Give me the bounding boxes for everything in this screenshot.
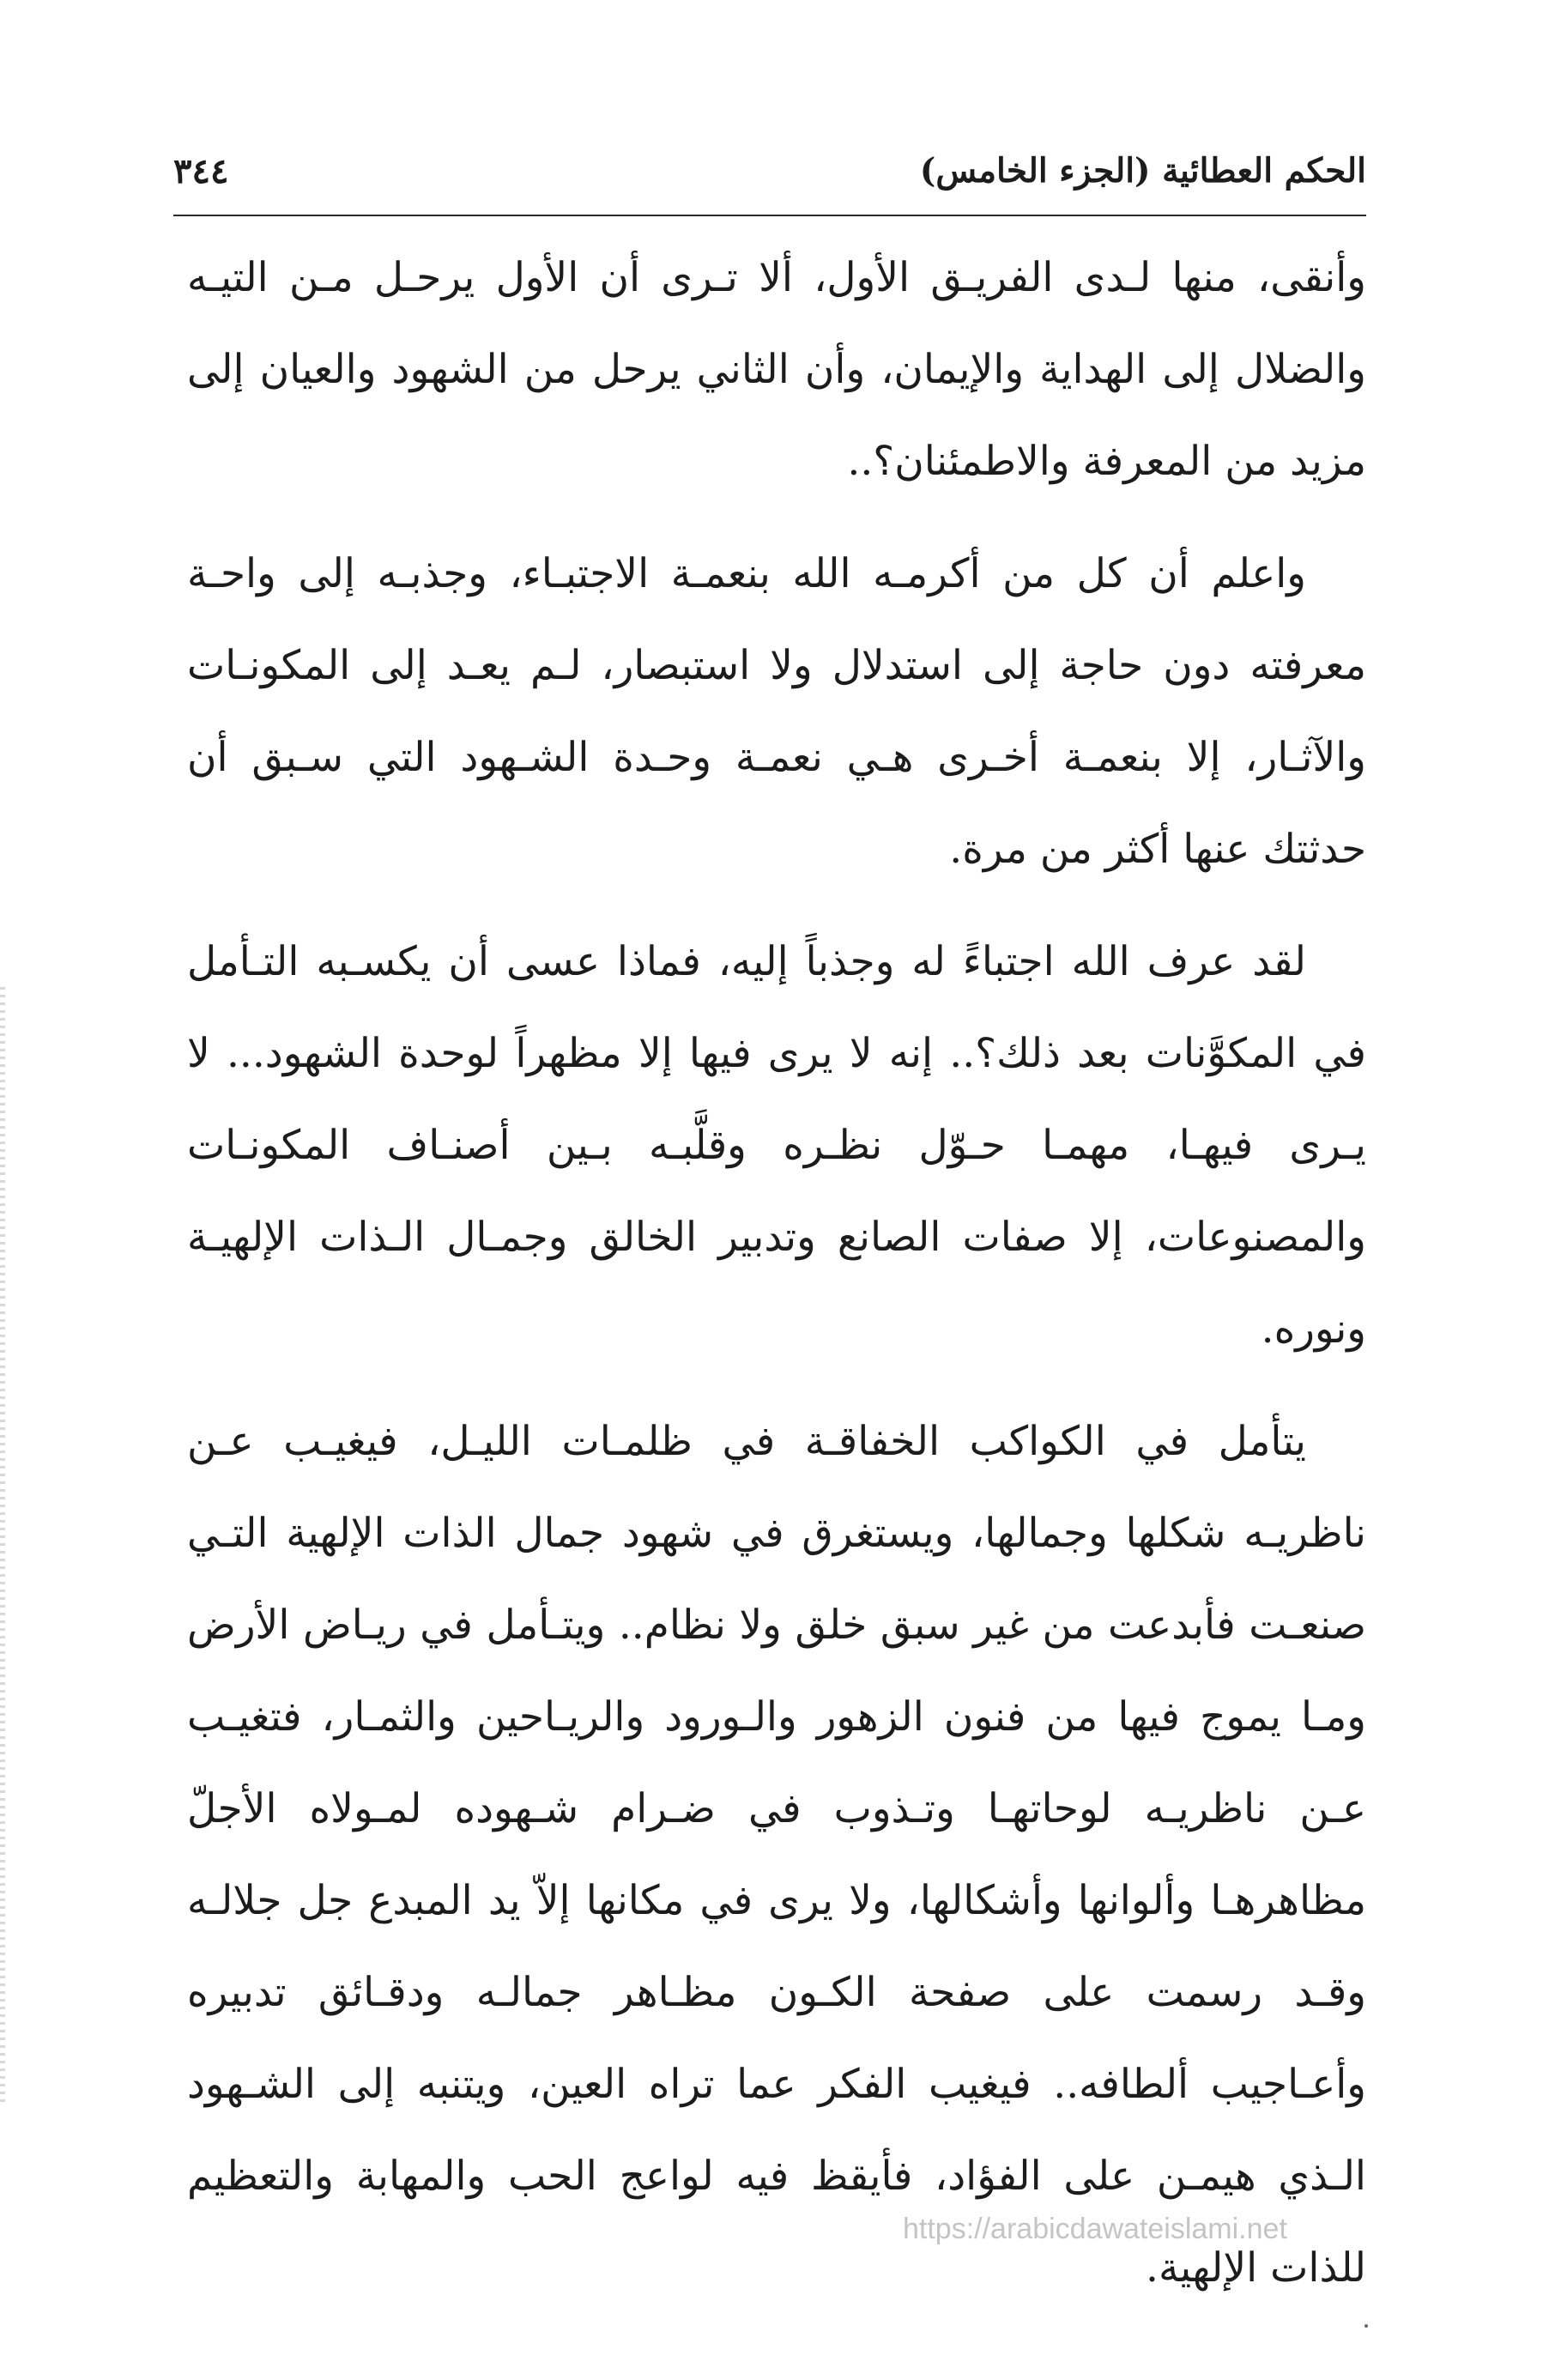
paragraph: واعلم أن كل من أكرمـه الله بنعمـة الاجتبـاء، وجذبـه إلى واحـة معرفته دون حاجة إلى استدلال ولا استبصار، لـم يعـد إلى المكونـات والآثـار، إلا بنعمـة أخـرى هـي نعمـة وحـدة الشـهود التي سـبق أن حدثتك عنها أكثر من مرة.	[187, 550, 1367, 873]
paragraph: وأنقى، منها لـدى الفريـق الأول، ألا تـرى أن الأول يرحـل مـن التيـه والضلال إلى الهداية والإيمان، وأن الثاني يرحل من الشهود والعيان إلى مزيد من المعرفة والاطمئنان؟..	[187, 254, 1366, 485]
running-title: الحكم العطائية (الجزء الخامس)	[919, 151, 1366, 191]
paragraph: لقد عرف الله اجتباءً له وجذباً إليه، فماذا عسى أن يكسـبه التـأمل في المكوَّنات بعد ذلك؟.. إنه لا يرى فيها إلا مظهراً لوحدة الشهود... لا يـرى فيهـا، مهمـا حـوّل نظـره وقلَّبـه بـين أصنـاف المكونـات والمصنوعات، إلا صفات الصانع وتدبير الخالق وجمـال الـذات الإلهيـة ونوره.	[187, 938, 1366, 1353]
watermark-url: https://arabicdawateislami.net	[903, 2213, 1287, 2245]
header-divider	[173, 215, 1366, 216]
page-header	[173, 148, 1366, 208]
page-number: ٣٤٤	[173, 151, 229, 191]
scan-edge	[0, 987, 5, 2103]
paragraph: يتأمل في الكواكب الخفاقـة في ظلمـات الليـل، فيغيـب عـن ناظريـه شكلها وجمالها، ويستغرق في شهود جمال الذات الإلهية التـي صنعـت فأبدعت من غير سبق خلق ولا نظام.. ويتـأمل في ريـاض الأرض ومـا يموج فيها من فنون الزهور والـورود والريـاحين والثمـار، فتغيـب عـن ناظريـه لوحاتهـا وتـذوب في ضـرام شـهوده لمـولاه الأجلّ مظاهرهـا وألوانها وأشكالها، ولا يرى في مكانها إلاّ يد المبدع جل جلالـه وقـد رسمت على صفحة الكـون مظـاهر جمالـه ودقـائق تدبيره وأعـاجيب ألطافه.. فيغيب الفكر عما تراه العين، ويتنبه إلى الشـهود الـذي هيمـن على الفؤاد، فأيقظ فيه لواعج الحب والمهابة والتعظيم للذات الإلهية.	[187, 1418, 1366, 2292]
body-text	[187, 232, 1366, 2314]
scan-dot	[1364, 2324, 1368, 2328]
